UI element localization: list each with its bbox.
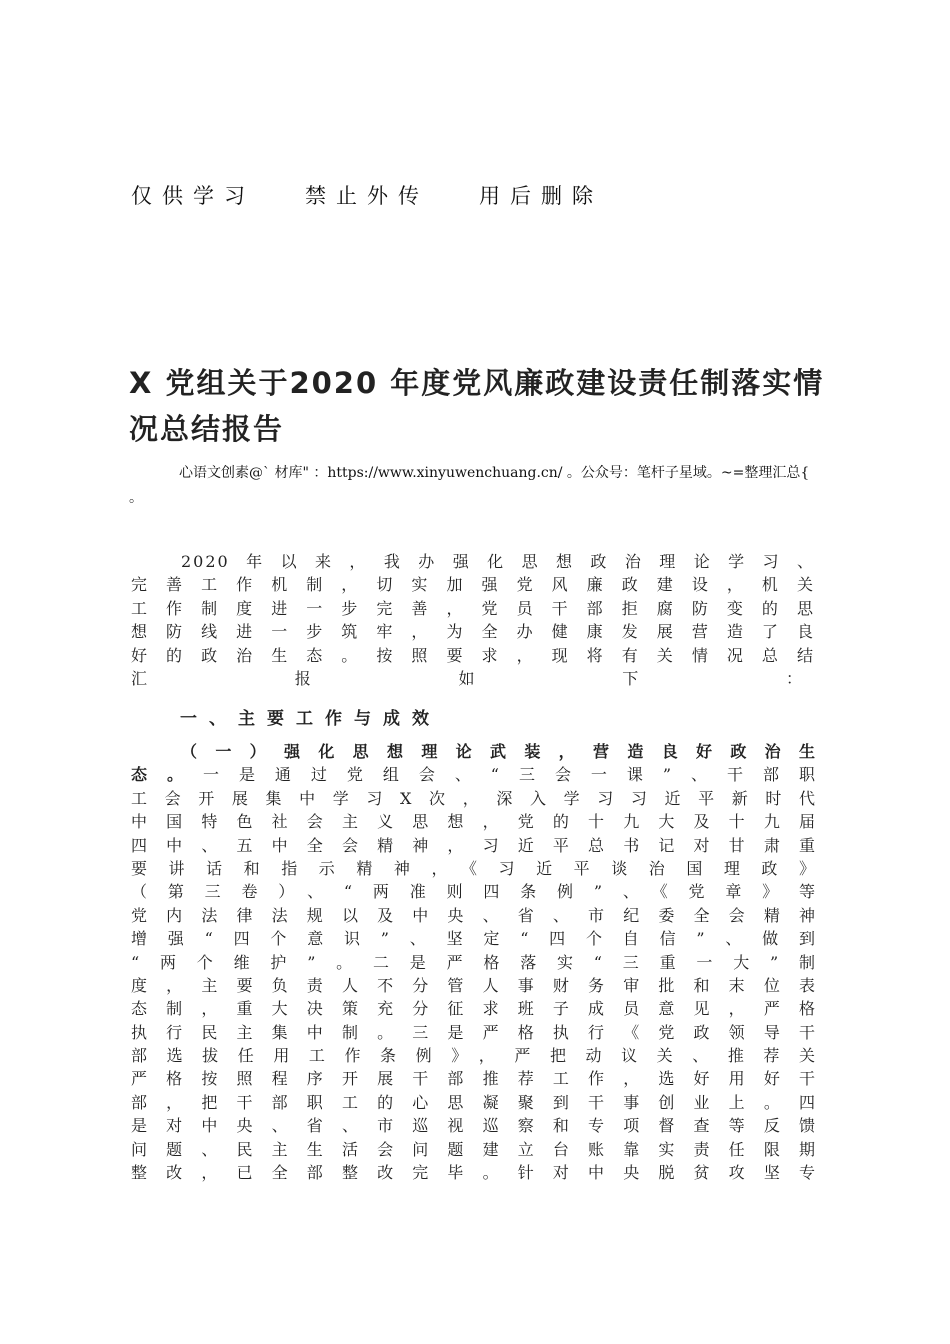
paragraph-line: “两个维护”。二是严格落实“三重一大”制: [131, 952, 815, 972]
paragraph-line: 问题、民主生活会问题建立台账靠实责任限期: [131, 1139, 815, 1159]
paragraph-line: 要讲话和指示精神，《习近平谈治国理政》: [131, 858, 815, 878]
paragraph-line: 度，主要负责人不分管人事财务审批和末位表: [131, 975, 815, 995]
paragraph-line: [131, 763, 815, 786]
paragraph-line: 增强“四个意识”、坚定“四个自信”、做到: [131, 929, 815, 949]
paragraph-line: （第三卷）、“两准则四条例”、《党章》等: [131, 882, 815, 902]
paragraph-line: 汇报如下：: [131, 668, 815, 688]
paragraph-line: 部选拔任用工作条例》，严把动议关、推荐关: [131, 1046, 815, 1066]
paragraph-line: 党内法律法规以及中央、省、市纪委全会精神: [131, 905, 815, 925]
paragraph-line: 整改，已全部整改完毕。针对中央脱贫攻坚专: [131, 1163, 815, 1183]
subsection-paragraph: [131, 740, 815, 1184]
paragraph-line: 执行民主集中制。三是严格执行《党政领导干: [131, 1022, 815, 1042]
source-note: 心语文创素@` 材库" ：https://www.xinyuwenchuang.cn/ 。公众号：笔杆子星域。~=整理汇总{ 。: [129, 465, 810, 506]
paragraph-line: 四中、五中全会精神，习近平总书记对甘肃重: [131, 835, 815, 855]
paragraph-line: 是对中央、省、市巡视巡察和专项督查等反馈: [131, 1116, 815, 1136]
paragraph-line: 工会开展集中学习X次，深入学习习近平新时代: [131, 788, 815, 808]
paragraph-line: 部，把干部职工的心思凝聚到干事创业上。四: [131, 1092, 815, 1112]
paragraph-line: 2020年以来，我办强化思想政治理论学习、: [181, 552, 815, 571]
document-title: X 党组关于2020 年度党风廉政建设责任制落实情况总结报告: [129, 366, 825, 446]
subsection-heading-tail: 态。: [131, 765, 203, 785]
paragraph-line: 工作制度进一步完善，党员干部拒腐防变的思: [131, 598, 815, 618]
confidential-notice: 仅供学习 禁止外传 用后删除: [131, 184, 604, 208]
paragraph-line: 完善工作机制，切实加强党风廉政建设，机关: [131, 575, 815, 595]
paragraph-text: 一是通过党组会、“三会一课”、干部职: [202, 765, 815, 785]
paragraph-line: 严格按照程序开展干部推荐工作，选好用好干: [131, 1069, 815, 1089]
paragraph-line: 想防线进一步筑牢，为全办健康发展营造了良: [131, 622, 815, 642]
paragraph-line: 态制，重大决策充分征求班子成员意见，严格: [131, 999, 815, 1019]
paragraph-line: 中国特色社会主义思想，党的十九大及十九届: [131, 812, 815, 832]
intro-paragraph: [131, 550, 815, 690]
subsection-heading-line: （一）强化思想理论武装，营造良好政治生: [181, 742, 815, 761]
section-heading: 一、主要工作与成效: [180, 709, 441, 729]
paragraph-line: 好的政治生态。按照要求，现将有关情况总结: [131, 645, 815, 665]
